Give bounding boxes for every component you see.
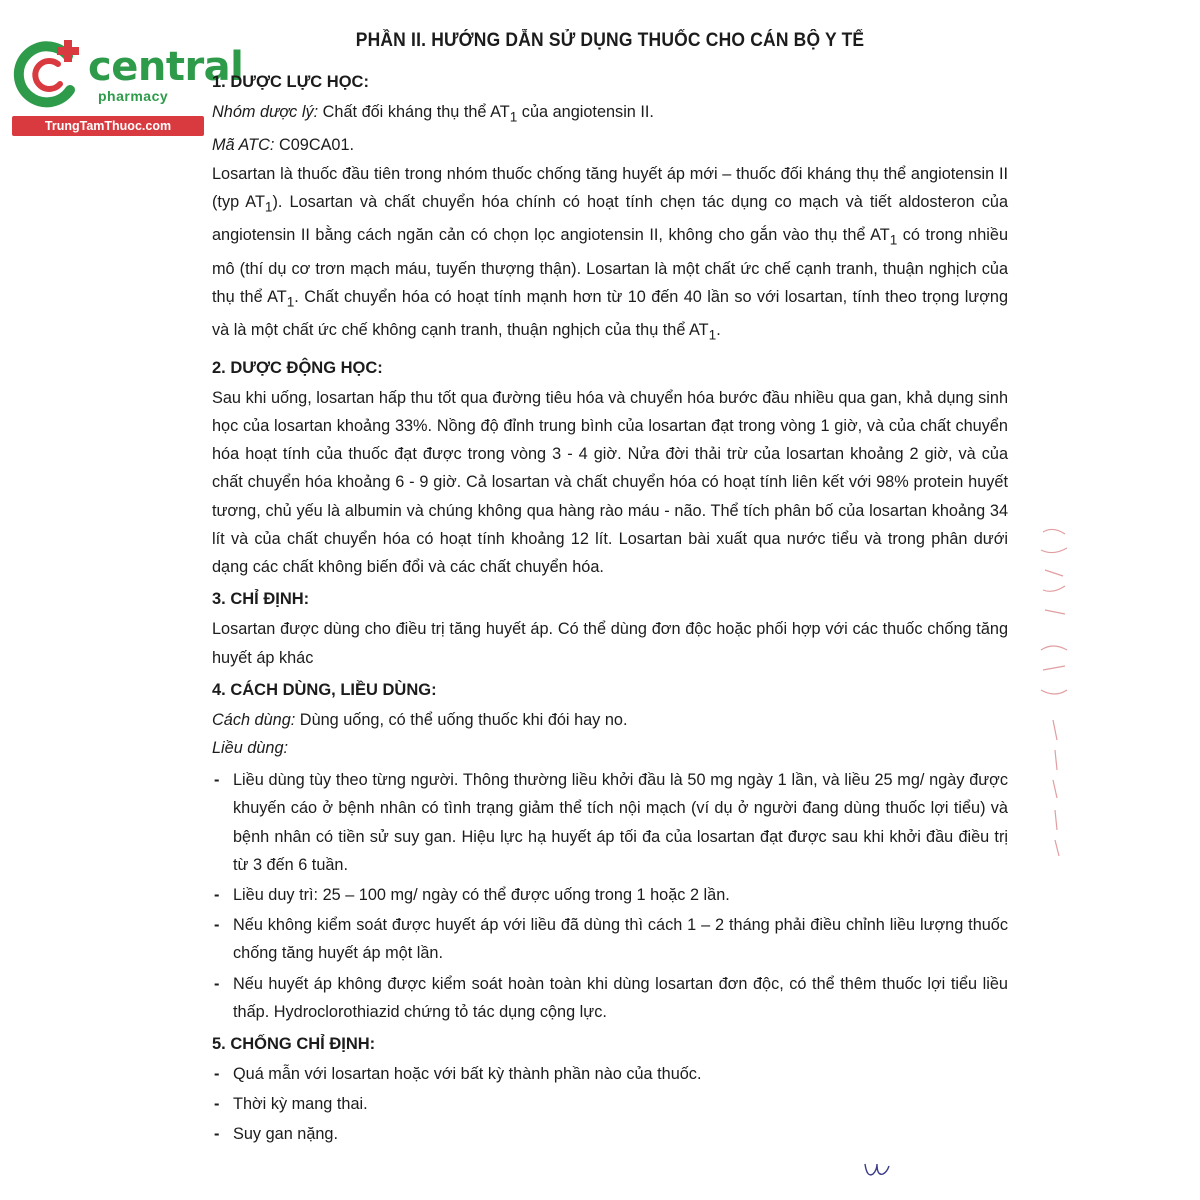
section-1-heading: 1. DƯỢC LỰC HỌC:	[212, 73, 369, 91]
text-run: .	[716, 321, 721, 340]
drug-group-label: Nhóm dược lý:	[212, 103, 319, 121]
logo-url-banner: TrungTamThuoc.com	[12, 116, 204, 136]
brand-logo	[8, 34, 244, 139]
subscript: 1	[889, 232, 898, 248]
subscript: 1	[708, 327, 717, 343]
text-run: . Chất chuyển hóa có hoạt tính mạnh hơn từ 10 đến 40 lần so với losartan, tính theo trọng lượng và là một chất ức chế không cạnh tranh, thuận nghịch của thụ thể AT	[212, 287, 1008, 340]
dosage-label: Liều dùng:	[212, 738, 289, 757]
text-run: có trong nhiều mô (thí dụ cơ trơn mạch máu, tuyến thượng thận). Losartan là một chất ức chế cạnh tranh, thuận nghịch của thụ thể AT	[212, 226, 1008, 306]
subscript: 1	[286, 294, 295, 310]
list-item: - Nếu không kiểm soát được huyết áp với liều đã dùng thì cách 1 – 2 tháng phải điều chỉnh liều lượng thuốc chống tăng huyết áp một lần.	[212, 911, 1008, 967]
logo-name: central	[88, 44, 244, 90]
atc-code-line	[212, 131, 1008, 159]
text-run: Losartan là thuốc đầu tiên trong nhóm thuốc chống tăng huyết áp mới – thuốc đối kháng thụ thể angiotensin II (typ AT	[212, 164, 1008, 211]
contraindication-list	[212, 1060, 1008, 1149]
page-title: PHẦN II. HƯỚNG DẪN SỬ DỤNG THUỐC CHO CÁN BỘ Y TẾ	[355, 30, 865, 51]
list-item: - Liều duy trì: 25 – 100 mg/ ngày có thể được uống trong 1 hoặc 2 lần.	[212, 881, 1008, 909]
section-3-heading: 3. CHỈ ĐỊNH:	[212, 590, 310, 609]
section-5-heading: 5. CHỐNG CHỈ ĐỊNH:	[212, 1034, 376, 1053]
central-pharmacy-logo-icon	[8, 34, 88, 114]
document-page	[212, 30, 1008, 1151]
list-item: - Nếu huyết áp không được kiểm soát hoàn toàn khi dùng losartan đơn độc, có thể thêm thuốc lợi tiểu liều thấp. Hydroclorothiazid chứng tỏ tác dụng cộng lực.	[212, 970, 1008, 1026]
atc-label: Mã ATC:	[212, 136, 275, 155]
list-item: - Thời kỳ mang thai.	[212, 1090, 1008, 1118]
logo-subtitle: pharmacy	[98, 88, 169, 104]
section-3-paragraph: Losartan được dùng cho điều trị tăng huyết áp. Có thể dùng đơn độc hoặc phối hợp với các thuốc chống tăng huyết áp khác	[212, 620, 1008, 667]
subscript: 1	[264, 199, 273, 215]
drug-group-value: Chất đối kháng thụ thể AT	[318, 103, 510, 121]
usage-label: Cách dùng:	[212, 710, 296, 729]
list-item: - Quá mẫn với losartan hoặc với bất kỳ thành phần nào của thuốc.	[212, 1060, 1008, 1088]
section-4-heading: 4. CÁCH DÙNG, LIỀU DÙNG:	[212, 680, 437, 699]
list-item: - Liều dùng tùy theo từng người. Thông thường liều khởi đầu là 50 mg ngày 1 lần, và liều 25 mg/ ngày được khuyến cáo ở bệnh nhân có tình trạng giảm thể tích nội mạch (ví dụ ở người đang dùng thuốc lợi tiểu) và bệnh nhân có tiền sử suy gan. Hiệu lực hạ huyết áp tối đa của losartan đạt được sau khi khởi đầu điều trị từ 3 đến 6 tuần.	[212, 766, 1008, 879]
usage-value: Dùng uống, có thể uống thuốc khi đói hay no.	[295, 710, 628, 729]
stamp-mark-icon	[1035, 520, 1075, 860]
section-1-paragraph	[212, 160, 1008, 350]
drug-group-value-end: của angiotensin II.	[517, 103, 654, 121]
section-2-paragraph: Sau khi uống, losartan hấp thu tốt qua đường tiêu hóa và chuyển hóa bước đầu nhiều qua gan, khả dụng sinh học của losartan khoảng 33%. Nồng độ đỉnh trung bình của losartan đạt trong vòng 1 giờ, và của chất chuyển hóa hoạt tính của thuốc đạt được trong vòng 3 - 4 giờ. Nửa đời thải trừ của losartan khoảng 2 giờ, và của chất chuyển hóa khoảng 6 - 9 giờ. Cả losartan và chất chuyển hóa có hoạt tính liên kết với 98% protein huyết tương, chủ yếu là albumin và chúng không qua hàng rào máu - não. Thể tích phân bố của losartan khoảng 34 lít và của chất chuyển hóa có hoạt tính khoảng 12 lít. Losartan bài xuất qua nước tiểu và trong phân dưới dạng các chất không biến đổi và các chất chuyển hóa.	[212, 388, 1008, 577]
dosage-list	[212, 766, 1008, 1026]
usage-line	[212, 706, 1008, 734]
subscript: 1	[509, 109, 518, 125]
section-2-heading: 2. DƯỢC ĐỘNG HỌC:	[212, 358, 383, 377]
drug-group-line	[212, 98, 1008, 131]
handwritten-initial-icon	[862, 1158, 892, 1182]
list-item: - Suy gan nặng.	[212, 1120, 1008, 1148]
atc-value: C09CA01.	[274, 136, 355, 155]
text-run: ). Losartan và chất chuyển hóa chính có hoạt tính chẹn tác dụng co mạch và tiết aldosteron của angiotensin II bằng cách ngăn cản có chọn lọc angiotensin II, không cho gắn vào thụ thể AT	[212, 192, 1008, 245]
